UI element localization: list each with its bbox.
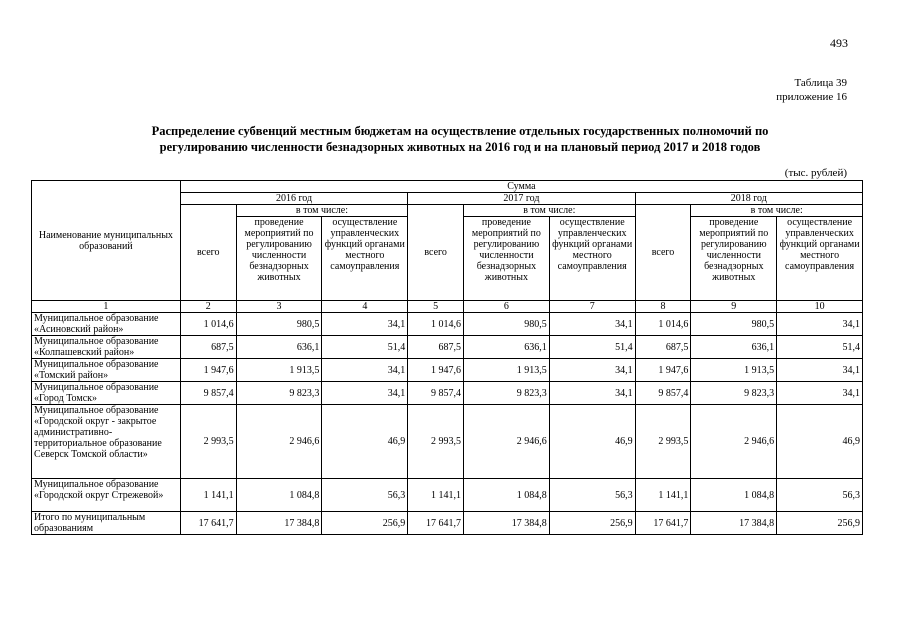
table-cell: 1 014,6: [635, 313, 691, 336]
table-cell: 56,3: [549, 479, 635, 512]
page-number: 493: [830, 36, 848, 50]
header-year-2016: 2016 год: [180, 193, 407, 205]
table-cell: 2 993,5: [635, 405, 691, 479]
units-label: (тыс. рублей): [784, 167, 847, 179]
municipality-name: Муниципальное образование «Городской округ - закрытое административно-территориальное образование Северск Томской области»: [32, 405, 181, 479]
table-cell: 17 641,7: [180, 512, 236, 535]
table-cell: 2 993,5: [180, 405, 236, 479]
table-cell: 34,1: [549, 382, 635, 405]
column-number: 7: [549, 301, 635, 313]
table-cell: 17 641,7: [408, 512, 464, 535]
column-number: 6: [464, 301, 550, 313]
table-cell: 2 993,5: [408, 405, 464, 479]
table-cell: 256,9: [549, 512, 635, 535]
header-col-b-2018: осуществление управленческих функций органами местного самоуправления: [777, 217, 863, 301]
table-cell: 1 913,5: [464, 359, 550, 382]
title-line-1: Распределение субвенций местным бюджетам на осуществление отдельных государственных полномочий по: [151, 124, 769, 138]
table-cell: 1 913,5: [236, 359, 322, 382]
table-row: [32, 336, 863, 359]
header-total-2016: всего: [180, 205, 236, 301]
table-cell: 9 823,3: [691, 382, 777, 405]
column-number: 10: [777, 301, 863, 313]
table-cell: 17 384,8: [691, 512, 777, 535]
header-year-2018: 2018 год: [635, 193, 862, 205]
table-cell: 980,5: [691, 313, 777, 336]
header-col-b-2016: осуществление управленческих функций органами местного самоуправления: [322, 217, 408, 301]
table-cell: 1 947,6: [180, 359, 236, 382]
table-cell: 34,1: [777, 359, 863, 382]
column-number-row: [32, 301, 863, 313]
table-cell: 636,1: [691, 336, 777, 359]
table-caption: [776, 76, 847, 104]
table-cell: 1 084,8: [236, 479, 322, 512]
table-cell: 46,9: [322, 405, 408, 479]
municipality-name: Муниципальное образование «Асиновский район»: [32, 313, 181, 336]
header-col-a-2017: проведение мероприятий по регулированию численности безнадзорных животных: [464, 217, 550, 301]
column-number: 5: [408, 301, 464, 313]
municipality-name: Муниципальное образование «Колпашевский район»: [32, 336, 181, 359]
table-cell: 687,5: [408, 336, 464, 359]
table-cell: 687,5: [635, 336, 691, 359]
table-cell: 46,9: [777, 405, 863, 479]
table-cell: 256,9: [322, 512, 408, 535]
title-line-2: регулированию численности безнадзорных животных на 2016 год и на плановый период 2017 и 2018 годов: [159, 140, 761, 154]
municipality-name: Муниципальное образование «Городской округ Стрежевой»: [32, 479, 181, 512]
header-col-b-2017: осуществление управленческих функций органами местного самоуправления: [549, 217, 635, 301]
table-cell: 34,1: [322, 359, 408, 382]
column-number: 1: [32, 301, 181, 313]
column-number: 2: [180, 301, 236, 313]
document-title: [60, 123, 860, 155]
table-cell: 56,3: [777, 479, 863, 512]
table-cell: 980,5: [236, 313, 322, 336]
table-cell: 1 913,5: [691, 359, 777, 382]
column-number: 3: [236, 301, 322, 313]
table-cell: 46,9: [549, 405, 635, 479]
header-in-total-2017: в том числе:: [464, 205, 636, 217]
table-cell: 687,5: [180, 336, 236, 359]
table-row: [32, 405, 863, 479]
table-cell: 51,4: [777, 336, 863, 359]
table-cell: 636,1: [236, 336, 322, 359]
table-cell: 1 014,6: [408, 313, 464, 336]
header-in-total-2018: в том числе:: [691, 205, 863, 217]
table-cell: 34,1: [777, 382, 863, 405]
table-cell: 17 641,7: [635, 512, 691, 535]
header-name: Наименование муниципальных образований: [32, 181, 181, 301]
table-cell: 9 857,4: [408, 382, 464, 405]
subvention-table: [31, 180, 863, 535]
header-in-total-2016: в том числе:: [236, 205, 408, 217]
table-cell: 34,1: [322, 313, 408, 336]
table-cell: 34,1: [777, 313, 863, 336]
table-cell: 34,1: [549, 313, 635, 336]
municipality-name: Муниципальное образование «Город Томск»: [32, 382, 181, 405]
municipality-name: Муниципальное образование «Томский район»: [32, 359, 181, 382]
header-sum: Сумма: [180, 181, 862, 193]
table-cell: 1 084,8: [691, 479, 777, 512]
table-cell: 2 946,6: [236, 405, 322, 479]
table-cell: 9 857,4: [180, 382, 236, 405]
table-cell: 1 141,1: [635, 479, 691, 512]
header-col-a-2016: проведение мероприятий по регулированию численности безнадзорных животных: [236, 217, 322, 301]
total-row-name: Итого по муниципальным образованиям: [32, 512, 181, 535]
table-cell: 34,1: [549, 359, 635, 382]
table-row: [32, 359, 863, 382]
table-row: [32, 313, 863, 336]
header-total-2017: всего: [408, 205, 464, 301]
appendix-label: приложение 16: [776, 91, 847, 103]
table-cell: 1 947,6: [408, 359, 464, 382]
table-cell: 56,3: [322, 479, 408, 512]
table-cell: 9 823,3: [464, 382, 550, 405]
table-cell: 256,9: [777, 512, 863, 535]
table-cell: 51,4: [549, 336, 635, 359]
header-year-2017: 2017 год: [408, 193, 635, 205]
table-cell: 17 384,8: [236, 512, 322, 535]
table-row: [32, 479, 863, 512]
table-row: [32, 382, 863, 405]
header-col-a-2018: проведение мероприятий по регулированию численности безнадзорных животных: [691, 217, 777, 301]
table-cell: 51,4: [322, 336, 408, 359]
table-cell: 9 857,4: [635, 382, 691, 405]
table-label: Таблица 39: [794, 77, 847, 89]
column-number: 4: [322, 301, 408, 313]
table-cell: 17 384,8: [464, 512, 550, 535]
total-row: [32, 512, 863, 535]
table-cell: 1 014,6: [180, 313, 236, 336]
table-cell: 1 084,8: [464, 479, 550, 512]
table-cell: 980,5: [464, 313, 550, 336]
header-total-2018: всего: [635, 205, 691, 301]
column-number: 8: [635, 301, 691, 313]
table-cell: 636,1: [464, 336, 550, 359]
table-cell: 34,1: [322, 382, 408, 405]
table-cell: 1 947,6: [635, 359, 691, 382]
table-cell: 2 946,6: [691, 405, 777, 479]
table-cell: 2 946,6: [464, 405, 550, 479]
table-cell: 1 141,1: [408, 479, 464, 512]
table-cell: 1 141,1: [180, 479, 236, 512]
column-number: 9: [691, 301, 777, 313]
table-cell: 9 823,3: [236, 382, 322, 405]
